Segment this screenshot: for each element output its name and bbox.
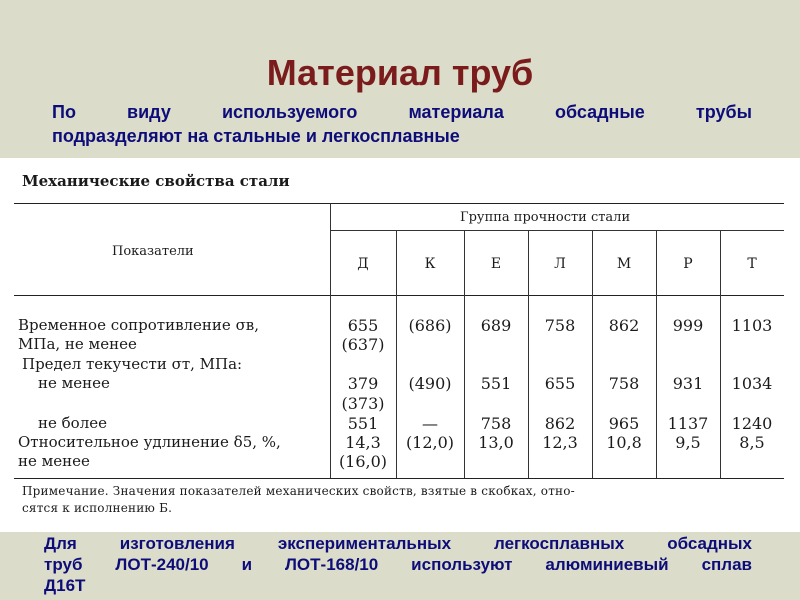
table-cell: — [422,414,438,433]
header-indicators: Показатели [112,244,194,259]
column-header: К [424,256,436,272]
column-divider [330,203,331,478]
table-cell: 1103 [731,316,773,335]
table-cell: 931 [672,374,704,393]
table-cell: 551 [480,374,512,393]
outro-line-1: Для изготовления экспериментальных легкосплавных обсадных [44,534,752,553]
table-cell: 14,3 [345,433,381,452]
table-note-line-2: сятся к исполнению Б. [22,501,173,515]
intro-line-1: По виду используемого материала обсадные трубы [52,102,752,122]
table-cell: 8,5 [739,433,765,452]
table-cell: (12,0) [405,433,455,452]
group-header-rule [330,230,784,231]
outro-text [44,533,752,596]
column-divider [528,230,529,478]
header-strength-group: Группа прочности стали [460,210,631,225]
table-cell: 689 [480,316,512,335]
row-label: Предел текучести σт, МПа: [22,355,243,373]
header-bottom-rule [14,295,784,296]
table-caption: Механические свойства стали [22,172,290,190]
column-divider [656,230,657,478]
table-cell: 758 [544,316,576,335]
table-cell: 862 [544,414,576,433]
row-label: Временное сопротивление σв, [18,316,260,334]
table-cell: (686) [408,316,452,335]
table-bottom-rule [14,478,784,479]
table-cell: (490) [408,374,452,393]
table-cell: 379 [347,374,379,393]
column-header: Т [747,256,757,272]
table-cell: (373) [341,394,385,413]
table-cell: 862 [608,316,640,335]
column-header: Л [554,256,566,272]
intro-line-2: подразделяют на стальные и легкосплавные [52,126,460,146]
column-divider [464,230,465,478]
table-top-rule [14,203,784,204]
table-cell: 758 [608,374,640,393]
row-label: Относительное удлинение δ5, %, [18,433,281,451]
column-header: М [616,256,632,272]
table-cell: 655 [347,316,379,335]
column-header: Е [490,256,502,272]
table-scan [0,158,800,532]
table-cell: 1240 [731,414,773,433]
intro-text [52,100,752,148]
outro-line-3: Д16Т [44,576,86,595]
table-cell: 965 [608,414,640,433]
table-cell: 1137 [667,414,709,433]
column-header: Д [357,256,369,272]
table-cell: 999 [672,316,704,335]
column-divider [396,230,397,478]
column-divider [720,230,721,478]
table-cell: 12,3 [542,433,578,452]
table-cell: 9,5 [675,433,701,452]
table-cell: 10,8 [606,433,642,452]
table-note-line-1: Примечание. Значения показателей механических свойств, взятые в скобках, отно- [22,484,575,498]
slide-title: Материал труб [266,52,534,93]
table-cell: 1034 [731,374,773,393]
column-header: Р [683,256,693,272]
outro-line-2: труб ЛОТ-240/10 и ЛОТ-168/10 используют алюминиевый сплав [44,555,752,574]
table-cell: 13,0 [478,433,514,452]
row-label: не менее [18,452,90,470]
column-divider [592,230,593,478]
table-cell: 551 [347,414,379,433]
row-label: не более [38,414,107,432]
row-label: МПа, не менее [18,335,137,353]
row-label: не менее [38,374,110,392]
table-cell: 758 [480,414,512,433]
table-cell: (16,0) [338,452,388,471]
table-cell: (637) [341,335,385,354]
table-cell: 655 [544,374,576,393]
